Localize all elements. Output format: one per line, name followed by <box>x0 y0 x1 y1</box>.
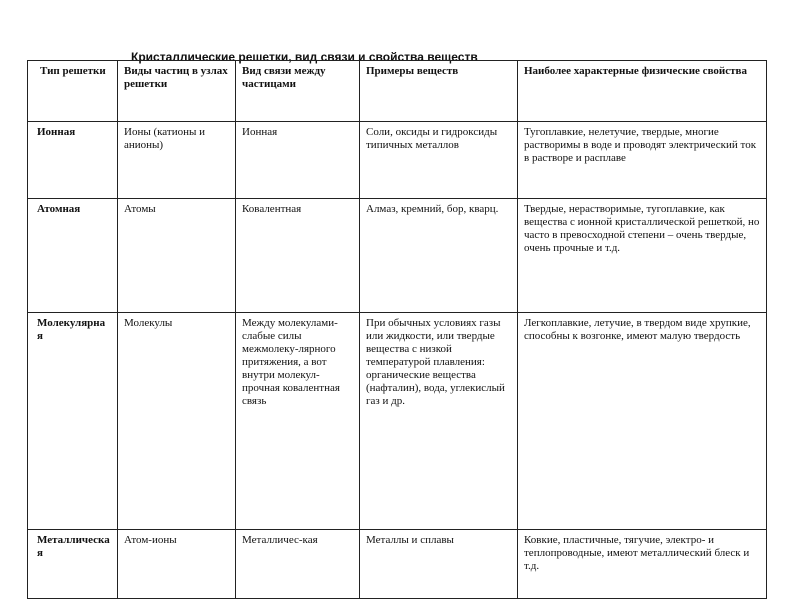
cell-examples: Алмаз, кремний, бор, кварц. <box>360 199 518 313</box>
header-examples: Примеры веществ <box>360 61 518 122</box>
header-bond: Вид связи между частицами <box>236 61 360 122</box>
cell-particles: Ионы (катионы и анионы) <box>118 122 236 199</box>
cell-bond: Между молекулами-слабые силы межмолеку-лярного притяжения, а вот внутри молекул-прочная ковалентная связь <box>236 313 360 530</box>
cell-type: Ионная <box>28 122 118 199</box>
crystal-lattice-table <box>27 60 767 599</box>
document-title: Кристаллические решетки, вид связи и свойства веществ <box>131 50 478 64</box>
cell-bond: Ковалентная <box>236 199 360 313</box>
header-properties: Наиболее характерные физические свойства <box>518 61 767 122</box>
cell-properties: Твердые, нерастворимые, тугоплавкие, как вещества с ионной кристаллической решеткой, но часто в превосходной степени – очень твердые, очень прочные и т.д. <box>518 199 767 313</box>
header-particles: Виды частиц в узлах решетки <box>118 61 236 122</box>
table-row <box>28 313 767 530</box>
cell-properties: Ковкие, пластичные, тягучие, электро- и теплопроводные, имеют металлический блеск и т.д. <box>518 530 767 599</box>
cell-properties: Тугоплавкие, нелетучие, твердые, многие растворимы в воде и проводят электрический ток в растворе и расплаве <box>518 122 767 199</box>
cell-particles: Атом-ионы <box>118 530 236 599</box>
cell-properties: Легкоплавкие, летучие, в твердом виде хрупкие, способны к возгонке, имеют малую твердость <box>518 313 767 530</box>
table-row <box>28 122 767 199</box>
cell-particles: Молекулы <box>118 313 236 530</box>
cell-type: Молекулярная <box>28 313 118 530</box>
cell-examples: Металлы и сплавы <box>360 530 518 599</box>
cell-type: Металлическая <box>28 530 118 599</box>
table-row <box>28 199 767 313</box>
cell-examples: Соли, оксиды и гидроксиды типичных металлов <box>360 122 518 199</box>
cell-particles: Атомы <box>118 199 236 313</box>
table-row <box>28 530 767 599</box>
header-type: Тип решетки <box>28 61 118 122</box>
cell-bond: Ионная <box>236 122 360 199</box>
cell-type: Атомная <box>28 199 118 313</box>
cell-bond: Металличес-кая <box>236 530 360 599</box>
cell-examples: При обычных условиях газы или жидкости, или твердые вещества с низкой температурой плавления: органические вещества (нафталин), вода, углекислый газ и др. <box>360 313 518 530</box>
table-header-row <box>28 61 767 122</box>
